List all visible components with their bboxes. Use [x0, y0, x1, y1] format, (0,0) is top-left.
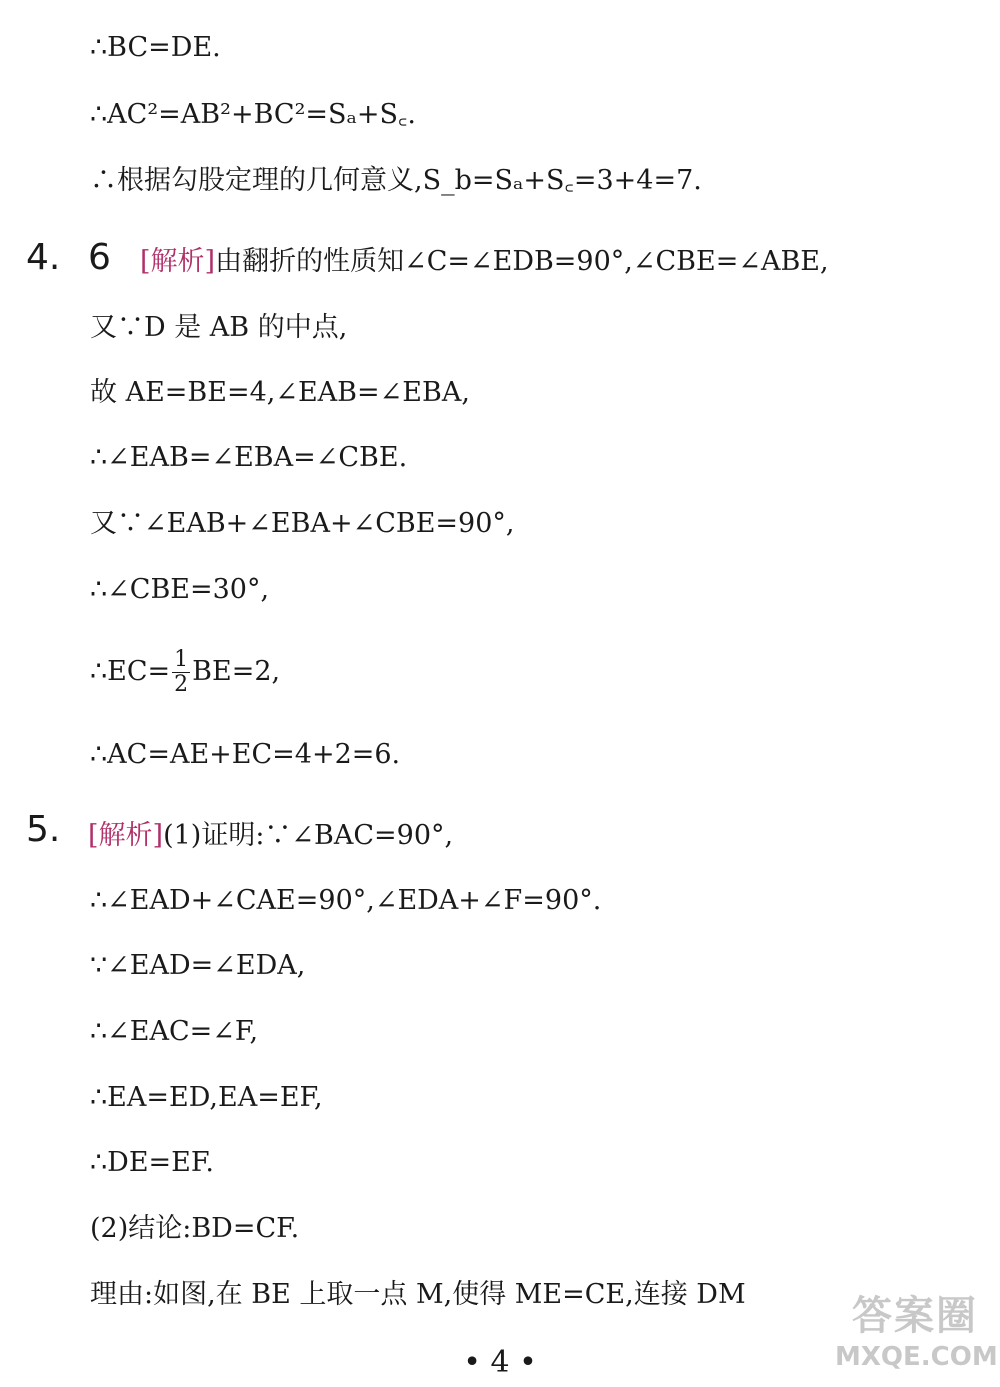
problem-5-text: (1)证明:∵∠BAC=90°, — [163, 820, 454, 851]
problem-4-line: 故 AE=BE=4,∠EAB=∠EBA, — [90, 377, 470, 408]
problem-5-line: ∴∠EAC=∠F, — [90, 1016, 259, 1047]
line-1: ∴BC=DE. — [90, 32, 221, 63]
problem-4-number: 4. — [26, 237, 61, 278]
fraction-suffix: BE=2, — [192, 656, 281, 687]
fraction-prefix: ∴EC= — [90, 656, 171, 687]
problem-5-line: ∴∠EAD+∠CAE=90°,∠EDA+∠F=90°. — [90, 885, 602, 916]
line-2: ∴AC²=AB²+BC²=Sₐ+S꜀. — [90, 99, 416, 130]
problem-4-line: ∴∠EAB=∠EBA=∠CBE. — [90, 442, 408, 473]
line-3: ∴根据勾股定理的几何意义,S_b=Sₐ+S꜀=3+4=7. — [90, 165, 702, 196]
analysis-tag: [解析] — [140, 246, 216, 277]
problem-5-line: ∴DE=EF. — [90, 1147, 214, 1178]
page-number: • 4 • — [463, 1345, 537, 1380]
problem-5-line: (2)结论:BD=CF. — [90, 1213, 300, 1244]
problem-5-line: 理由:如图,在 BE 上取一点 M,使得 ME=CE,连接 DM — [90, 1279, 746, 1310]
problem-4-fraction-line — [90, 648, 280, 697]
problem-4-answer: 6 — [88, 237, 111, 278]
problem-5-first-line — [88, 818, 453, 854]
problem-4-text: 由翻折的性质知∠C=∠EDB=90°,∠CBE=∠ABE, — [215, 246, 829, 277]
problem-4-last-line: ∴AC=AE+EC=4+2=6. — [90, 739, 401, 770]
problem-4-line: ∴∠CBE=30°, — [90, 574, 270, 605]
watermark-sub-text: MXQE.COM — [835, 1342, 998, 1372]
problem-5-line: ∴EA=ED,EA=EF, — [90, 1082, 323, 1113]
fraction-denominator: 2 — [174, 672, 189, 697]
problem-4-line: 又∵∠EAB+∠EBA+∠CBE=90°, — [90, 508, 515, 539]
problem-4-first-line — [140, 244, 829, 280]
analysis-tag: [解析] — [88, 820, 164, 851]
watermark-logo — [835, 1290, 998, 1385]
fraction — [172, 648, 190, 697]
fraction-numerator: 1 — [174, 647, 189, 672]
watermark-main-text: 答案圈 — [852, 1293, 978, 1339]
problem-5-line: ∵∠EAD=∠EDA, — [90, 950, 306, 981]
problem-5-number: 5. — [26, 809, 61, 850]
problem-4-line: 又∵D 是 AB 的中点, — [90, 312, 348, 343]
